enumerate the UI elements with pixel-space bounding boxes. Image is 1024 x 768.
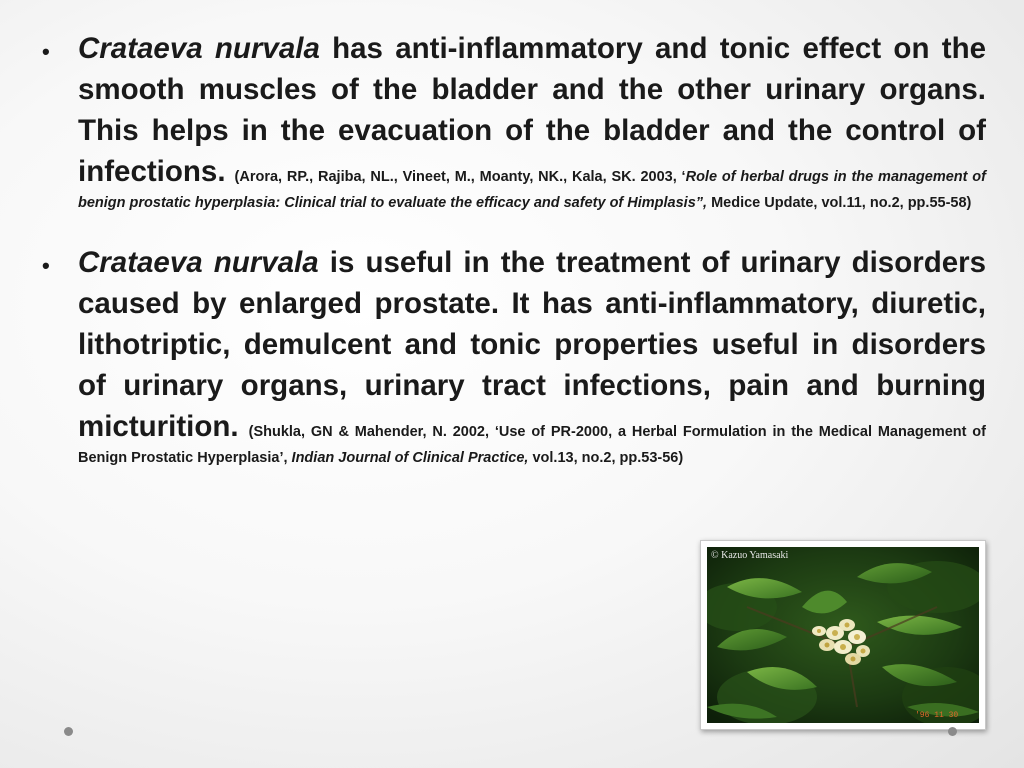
citation-post: Medice Update, vol.11, no.2, pp.55-58) [707,195,972,211]
citation-post: vol.13, no.2, pp.53-56) [528,450,684,466]
crataeva-flower-photo [707,547,979,723]
photo-credit: © Kazuo Yamasaki [711,550,789,561]
citation-title: Role of herbal drugs in the management of benign prostatic hyperplasia: Clinical trial to evaluate the efficacy and safety of Himplasis”, [78,169,986,211]
species-name: Crataeva nurvala [78,246,319,279]
bullet-item [38,242,986,469]
bullet-marker: • [42,39,50,64]
photo-datestamp: '96 11 30 [915,711,959,720]
species-name: Crataeva nurvala [78,32,320,65]
bullet-item [38,28,986,214]
bullet-text: is useful in the treatment of urinary disorders caused by enlarged prostate. It has anti-inflammatory, diuretic, lithotriptic, demulcent and tonic properties useful in disorders of urinary organs, urinary tract infections, pain and burning micturition. [78,246,987,443]
decorative-dot-right [948,727,957,736]
decorative-dot-left [64,727,73,736]
citation-pre: (Arora, RP., Rajiba, NL., Vineet, M., Moanty, NK., Kala, SK. 2003, ‘ [234,169,686,185]
bullet-marker: • [42,253,50,278]
citation-pre: (Shukla, GN & Mahender, N. 2002, ‘Use of PR-2000, a Herbal Formulation in the Medical Management of Benign Prostatic Hyperplasia’, [78,424,986,466]
bullet-text: has anti-inflammatory and tonic effect on the smooth muscles of the bladder and the other urinary organs. This helps in the evacuation of the bladder and the control of infections. [78,32,986,188]
photo-frame [700,540,986,730]
citation-journal: Indian Journal of Clinical Practice, [291,450,529,466]
bullet-list [38,28,986,497]
